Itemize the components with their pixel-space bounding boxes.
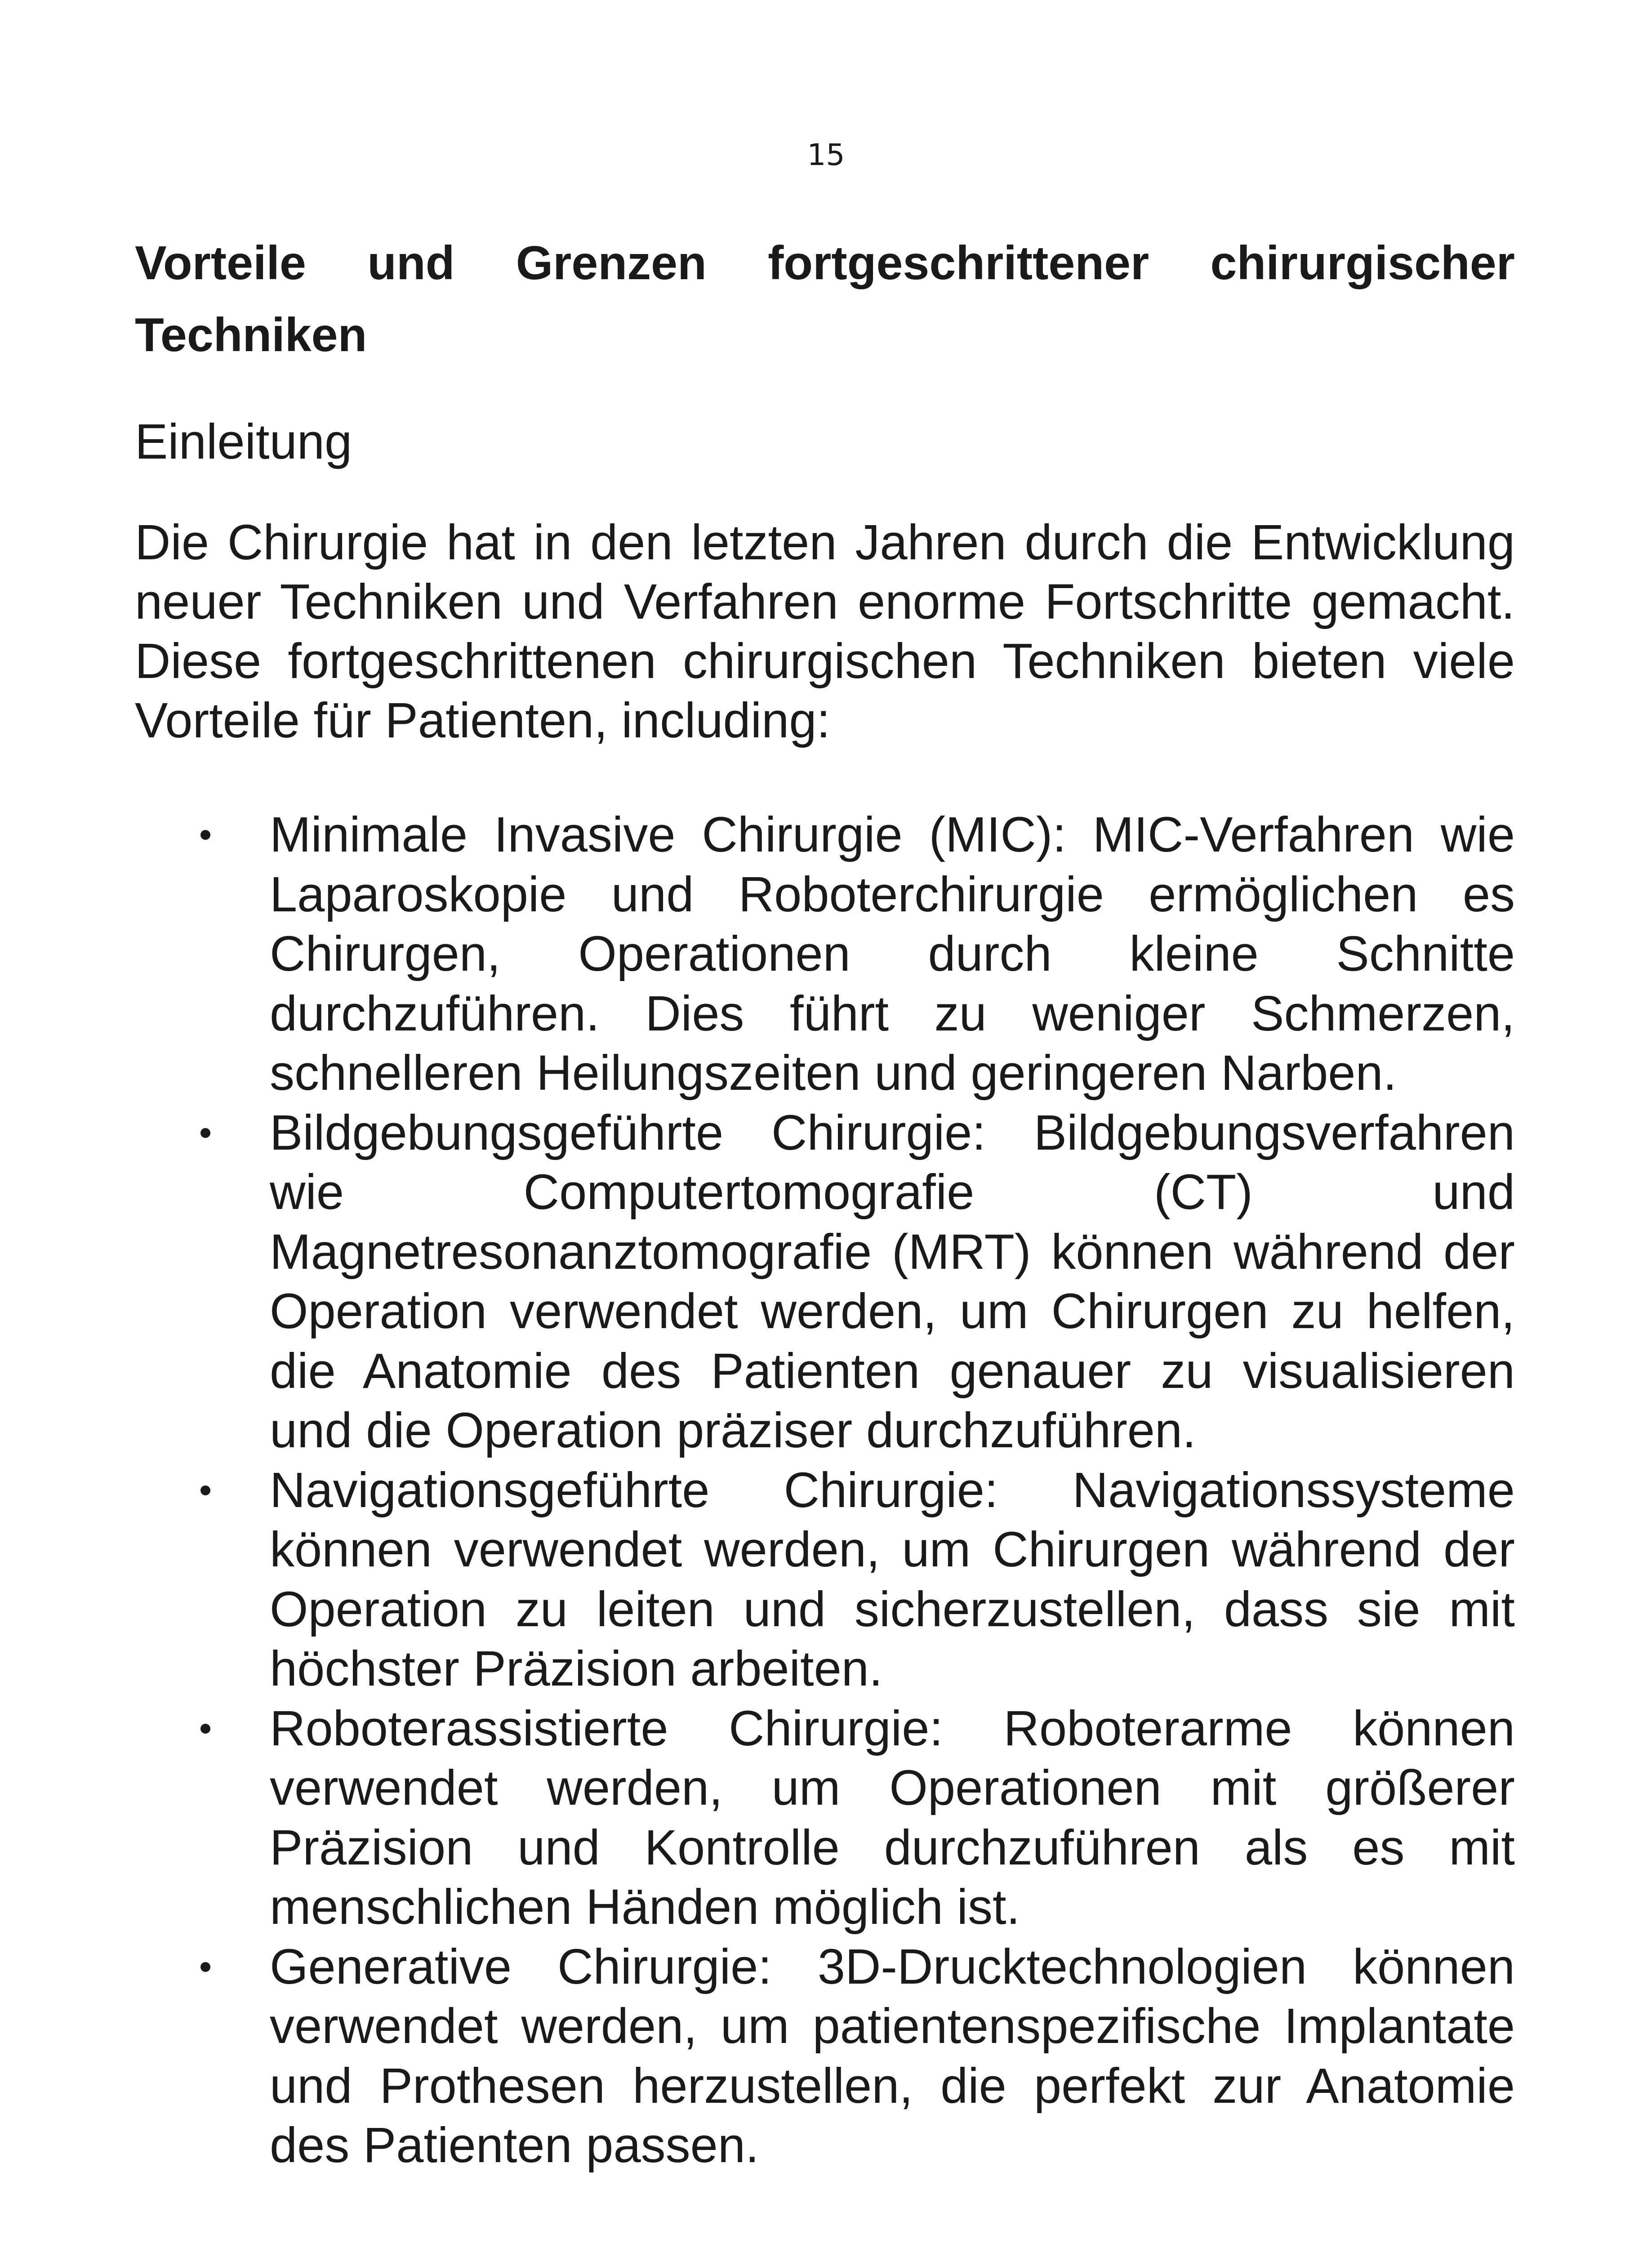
bullet-list — [135, 805, 1515, 2176]
document-title: Vorteile und Grenzen fortgeschrittener chirurgischer Techniken — [135, 236, 1515, 361]
bullet-icon — [200, 1128, 210, 1138]
page-number: 15 — [807, 138, 845, 172]
bullet-icon — [200, 1724, 210, 1734]
list-item — [135, 1103, 1515, 1461]
bullet-icon — [200, 830, 210, 840]
list-item-text: Bildgebungsgeführte Chirurgie: Bildgebungsverfahren wie Computertomografie (CT) und Magnetresonanztomografie (MRT) können während der Operation verwendet werden, um Chirurgen zu helfen, die Anatomie des Patienten genauer zu visualisieren und die Operation präziser durchzuführen. — [270, 1105, 1515, 1458]
list-item — [135, 1937, 1515, 2176]
intro-paragraph: Die Chirurgie hat in den letzten Jahren durch die Entwicklung neuer Techniken und Verfahren enorme Fortschritte gemacht. Diese fortgeschrittenen chirurgischen Techniken bieten viele Vorteile für Patienten, including: — [135, 515, 1515, 748]
list-item — [135, 1461, 1515, 1699]
list-item-text: Minimale Invasive Chirurgie (MIC): MIC-Verfahren wie Laparoskopie und Roboterchirurgie ermöglichen es Chirurgen, Operationen durch kleine Schnitte durchzuführen. Dies führt zu weniger Schmerzen, schnelleren Heilungszeiten und geringeren Narben. — [270, 807, 1515, 1101]
bullet-icon — [200, 1485, 210, 1495]
document-body — [135, 227, 1515, 2176]
list-item-text: Generative Chirurgie: 3D-Drucktechnologien können verwendet werden, um patientenspezifische Implantate und Prothesen herzustellen, die perfekt zur Anatomie des Patienten passen. — [270, 1939, 1515, 2173]
bullet-icon — [200, 1962, 210, 1972]
section-heading: Einleitung — [135, 414, 352, 469]
list-item-text: Navigationsgeführte Chirurgie: Navigationssysteme können verwendet werden, um Chirurgen während der Operation zu leiten und sicherzustellen, dass sie mit höchster Präzision arbeiten. — [270, 1462, 1515, 1696]
list-item-text: Roboterassistierte Chirurgie: Roboterarme können verwendet werden, um Operationen mit größerer Präzision und Kontrolle durchzuführen als es mit menschlichen Händen möglich ist. — [270, 1700, 1515, 1935]
list-item — [135, 1699, 1515, 1937]
list-item — [135, 805, 1515, 1103]
